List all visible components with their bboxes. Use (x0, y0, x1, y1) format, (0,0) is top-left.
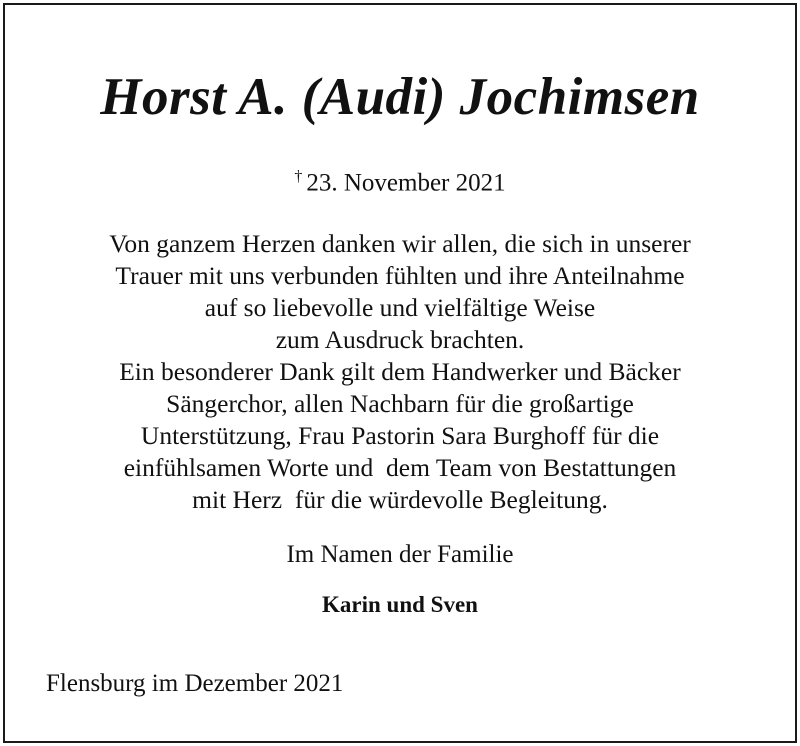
death-date-line (0, 160, 800, 200)
deceased-name: Horst A. (Audi) Jochimsen (100, 68, 700, 126)
message-line: auf so liebevolle und vielfältige Weise (204, 293, 596, 322)
message-line: Ein besonderer Dank gilt dem Handwerker und Bäcker (119, 357, 681, 386)
message-line: Sängerchor, allen Nachbarn für die großartige (166, 389, 634, 418)
message-line: einfühlsamen Worte und dem Team von Bestattungen (123, 453, 677, 482)
place-and-date: Flensburg im Dezember 2021 (46, 670, 344, 697)
closing-phrase: Im Namen der Familie (286, 541, 514, 568)
signers: Karin und Sven (322, 592, 478, 617)
cross-symbol: † (294, 168, 303, 185)
message-line: Unterstützung, Frau Pastorin Sara Burghoff für die (140, 421, 660, 450)
message-line: mit Herz für die würdevolle Begleitung. (192, 485, 608, 514)
thank-you-message (20, 228, 780, 516)
death-date: 23. November 2021 (306, 169, 506, 197)
message-line: Von ganzem Herzen danken wir allen, die sich in unserer (109, 229, 691, 258)
message-line: zum Ausdruck brachten. (275, 325, 525, 354)
message-line: Trauer mit uns verbunden fühlten und ihre Anteilnahme (115, 261, 685, 290)
